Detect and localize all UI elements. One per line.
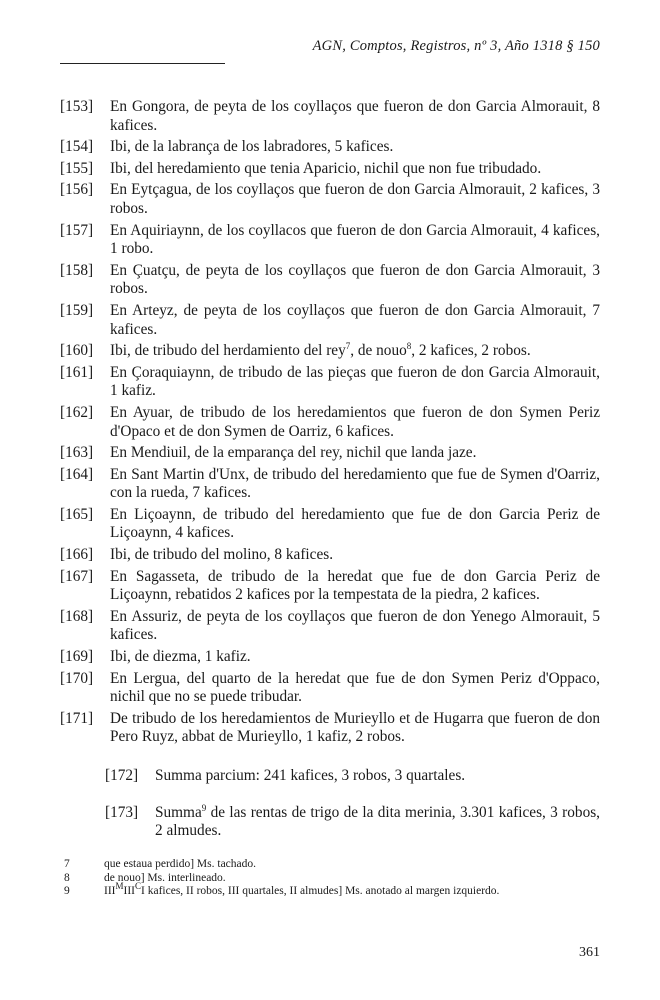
entry-text: En Eytçagua, de los coyllaços que fueron de don Garcia Almorauit, 2 kafices, 3 robos. [110,181,600,217]
entry-163 [60,444,600,463]
entry-164 [60,466,600,503]
footnote-text: de nouo] Ms. interlineado. [104,871,226,884]
entry-text: En Sagasseta, de tribudo de la heredat que fue de don Garcia Periz de Liçoaynn, rebatidos 2 kafices por la tempestata de la piedra, 2 kafices. [110,567,600,604]
entry-number: [169] [60,648,94,666]
footnote-text-part: III [104,885,116,897]
entry-169 [60,648,600,667]
entry-159 [60,302,600,339]
entry-171 [60,710,600,747]
entry-text [110,342,600,361]
entry-number: [166] [60,546,94,564]
entry-number: [173] [105,803,139,821]
entry-number: [157] [60,221,94,239]
superscript: C [135,881,142,892]
entry-153 [60,98,600,135]
footnote-ref: 7 [345,341,351,352]
entry-text: En Aquiriaynn, de los coyllacos que fueron de don Garcia Almorauit, 4 kafices, 1 robo. [110,221,600,258]
entry-161 [60,364,600,401]
entry-number: [171] [60,709,94,727]
entry-number: [163] [60,444,94,462]
entry-number: [155] [60,159,94,177]
footnote-number: 7 [64,858,70,870]
footnote-9 [64,881,604,899]
entry-text: En Çoraquiaynn, de tribudo de las pieças que fueron de don Garcia Almorauit, 1 kafiz. [110,363,600,400]
summa-text [155,804,600,841]
entry-158 [60,262,600,299]
entry-text-part: , 2 kafices, 2 robos. [411,342,531,360]
entry-number: [156] [60,181,94,199]
running-header: AGN, Comptos, Registros, nº 3, Año 1318 § 150 [312,38,600,54]
entry-number: [165] [60,505,94,523]
entry-number: [159] [60,301,94,319]
header-rule [60,63,225,64]
entry-number: [170] [60,669,94,687]
entry-165 [60,506,600,543]
footnote-ref: 8 [406,341,412,352]
entry-167 [60,568,600,605]
footnote-number: 8 [64,871,70,884]
entry-number: [162] [60,403,94,421]
entry-text: Ibi, del heredamiento que tenia Aparicio, nichil que non fue tribudado. [110,159,542,177]
entry-text: En Arteyz, de peyta de los coyllaços que fueron de don Garcia Almorauit, 7 kafices. [110,301,600,338]
footnote-ref: 9 [201,802,207,813]
entry-text: En Gongora, de peyta de los coyllaços que fueron de don Garcia Almorauit, 8 kafices. [110,98,600,134]
entry-170 [60,670,600,707]
entry-text: En Çuatçu, de peyta de los coyllaços que fueron de don Garcia Almorauit, 3 robos. [110,261,600,298]
entry-number: [158] [60,261,94,279]
entry-text: En Sant Martin d'Unx, de tribudo del heredamiento que fue de Symen d'Oarriz, con la rueda, 7 kafices. [110,465,600,502]
footnote-text-part: III [123,885,136,897]
entry-text-part: Ibi, de tribudo del herdamiento del rey [110,342,346,360]
entry-number: [153] [60,98,94,115]
footnotes [64,858,604,899]
summa-173 [105,804,600,841]
entry-160 [60,342,600,361]
entry-number: [172] [105,767,139,784]
entry-number: [161] [60,363,94,381]
summa-172 [105,767,600,786]
footnote-text-part: I kafices, II robos, III quartales, II almudes] Ms. anotado al margen izquierdo. [141,885,500,897]
entry-number: [164] [60,465,94,483]
summa-text-part: de las rentas de trigo de la dita merinia, 3.301 kafices, 3 robos, 2 almudes. [155,803,600,840]
entry-157 [60,222,600,259]
entry-number: [167] [60,567,94,585]
entry-text: En Liçoaynn, de tribudo del heredamiento que fue de don Garcia Periz de Liçoaynn, 4 kafices. [110,505,600,542]
footnote-text [104,881,500,899]
entry-156 [60,181,600,218]
entry-number: [154] [60,138,94,156]
entry-text: De tribudo de los heredamientos de Murieyllo et de Hugarra que fueron de don Pero Ruyz, abbat de Murieyllo, 1 kafiz, 2 robos. [110,709,600,746]
entry-text: En Ayuar, de tribudo de los heredamientos que fueron de don Symen Periz d'Opaco et de don Symen de Oarriz, 6 kafices. [110,403,600,440]
footnote-number: 9 [64,885,70,897]
entry-155 [60,160,600,179]
footnote-text: que estaua perdido] Ms. tachado. [104,858,257,870]
page-number: 361 [579,945,600,960]
footnote-8 [64,872,604,886]
entry-number: [160] [60,342,94,360]
entry-text: Ibi, de diezma, 1 kafiz. [110,648,251,666]
entry-162 [60,404,600,441]
entries-list [60,98,600,844]
entry-text: Ibi, de tribudo del molino, 8 kafices. [110,546,334,564]
entry-text: En Assuriz, de peyta de los coyllaços que fueron de don Yenego Almorauit, 5 kafices. [110,607,600,644]
summa-text: Summa parcium: 241 kafices, 3 robos, 3 quartales. [155,767,466,784]
entry-text-part: , de nouo [350,342,407,360]
superscript: M [115,881,124,892]
footnote-7 [64,858,604,872]
summa-text-part: Summa [155,803,202,821]
entry-text: En Mendiuil, de la emparança del rey, nichil que landa jaze. [110,444,477,462]
entry-text: Ibi, de la labrança de los labradores, 5 kafices. [110,138,394,156]
entry-154 [60,138,600,157]
entry-number: [168] [60,607,94,625]
entry-168 [60,608,600,645]
entry-166 [60,546,600,565]
entry-text: En Lergua, del quarto de la heredat que fue de don Symen Periz d'Oppaco, nichil que no se puede tribudar. [110,669,600,706]
